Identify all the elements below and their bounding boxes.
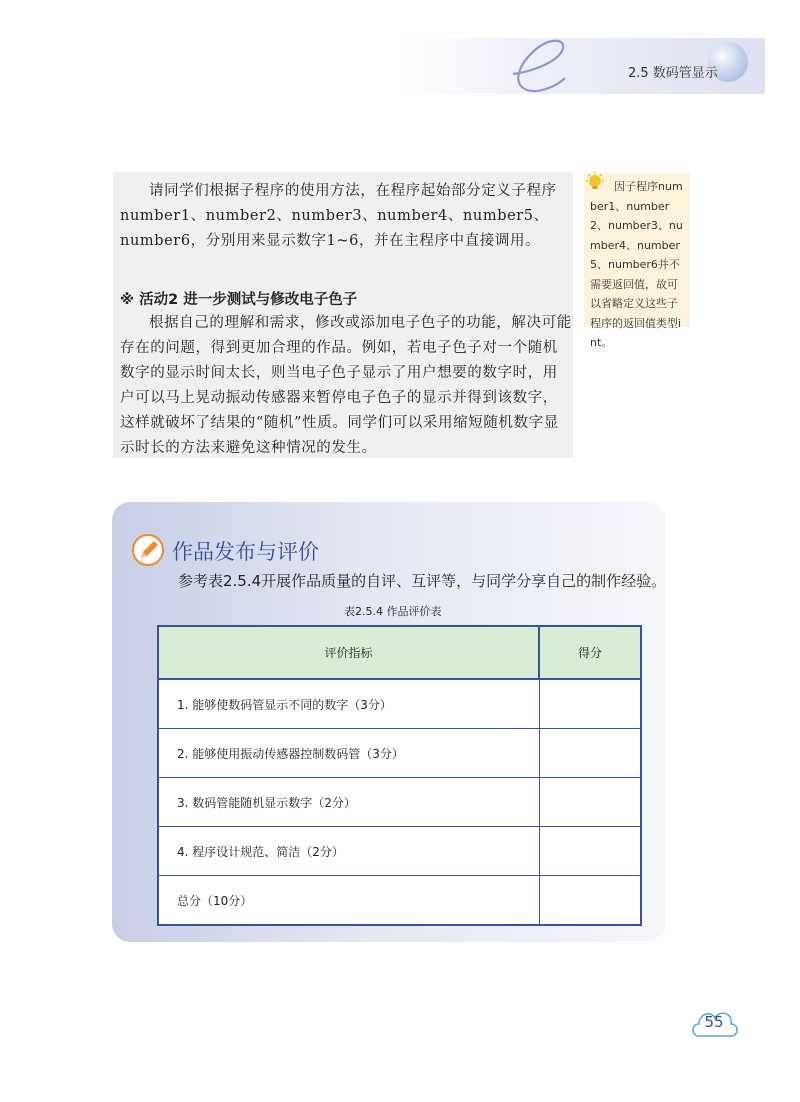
criterion-cell: 4. 程序设计规范、简洁（2分）	[158, 827, 539, 876]
table-row	[158, 827, 641, 876]
score-cell	[539, 827, 641, 876]
side-note	[584, 173, 690, 349]
paragraph-subroutine: 请同学们根据子程序的使用方法，在程序起始部分定义子程序number1、number2、number3、number4、number5、number6，分别用来显示数字1~6，并在主程序中直接调用。	[120, 183, 557, 249]
score-cell	[539, 679, 641, 729]
section-title: 2.5 数码管显示	[628, 66, 718, 81]
evaluation-table	[157, 625, 642, 926]
table-row	[158, 679, 641, 729]
criterion-cell: 3. 数码管能随机显示数字（2分）	[158, 778, 539, 827]
score-cell	[539, 876, 641, 926]
pencil-icon	[131, 533, 165, 567]
lightbulb-icon	[584, 171, 606, 193]
criterion-cell: 1. 能够使数码管显示不同的数字（3分）	[158, 679, 539, 729]
header-criterion: 评价指标	[158, 626, 539, 679]
paragraph-activity: 根据自己的理解和需求，修改或添加电子色子的功能，解决可能存在的问题，得到更加合理的作品。例如，若电子色子对一个随机数字的显示时间太长，则当电子色子显示了用户想要的数字时，用户可以马上晃动振动传感器来暂停电子色子的显示并得到该数字，这样就破坏了结果的“随机”性质。同学们可以采用缩短随机数字显示时长的方法来避免这种情况的发生。	[120, 315, 572, 456]
score-cell	[539, 778, 641, 827]
score-cell	[539, 729, 641, 778]
table-header-row	[158, 626, 641, 679]
table-row	[158, 729, 641, 778]
page-number: 55	[704, 1013, 724, 1031]
criterion-cell: 2. 能够使用振动传感器控制数码管（3分）	[158, 729, 539, 778]
header-score: 得分	[539, 626, 641, 679]
activity-title: ※ 活动2 进一步测试与修改电子色子	[120, 292, 358, 308]
e-logo-icon	[505, 32, 575, 102]
evaluation-title: 作品发布与评价	[172, 540, 319, 564]
evaluation-description: 参考表2.5.4开展作品质量的自评、互评等，与同学分享自己的制作经验。	[178, 572, 667, 590]
criterion-cell: 总分（10分）	[158, 876, 539, 926]
table-row	[158, 876, 641, 926]
table-caption: 表2.5.4 作品评价表	[344, 605, 442, 618]
side-note-text: 因子程序number1、number2、number3、number4、number5、number6并不需要返回值，故可以省略定义这些子程序的返回值类型int。	[590, 180, 683, 349]
table-row	[158, 778, 641, 827]
